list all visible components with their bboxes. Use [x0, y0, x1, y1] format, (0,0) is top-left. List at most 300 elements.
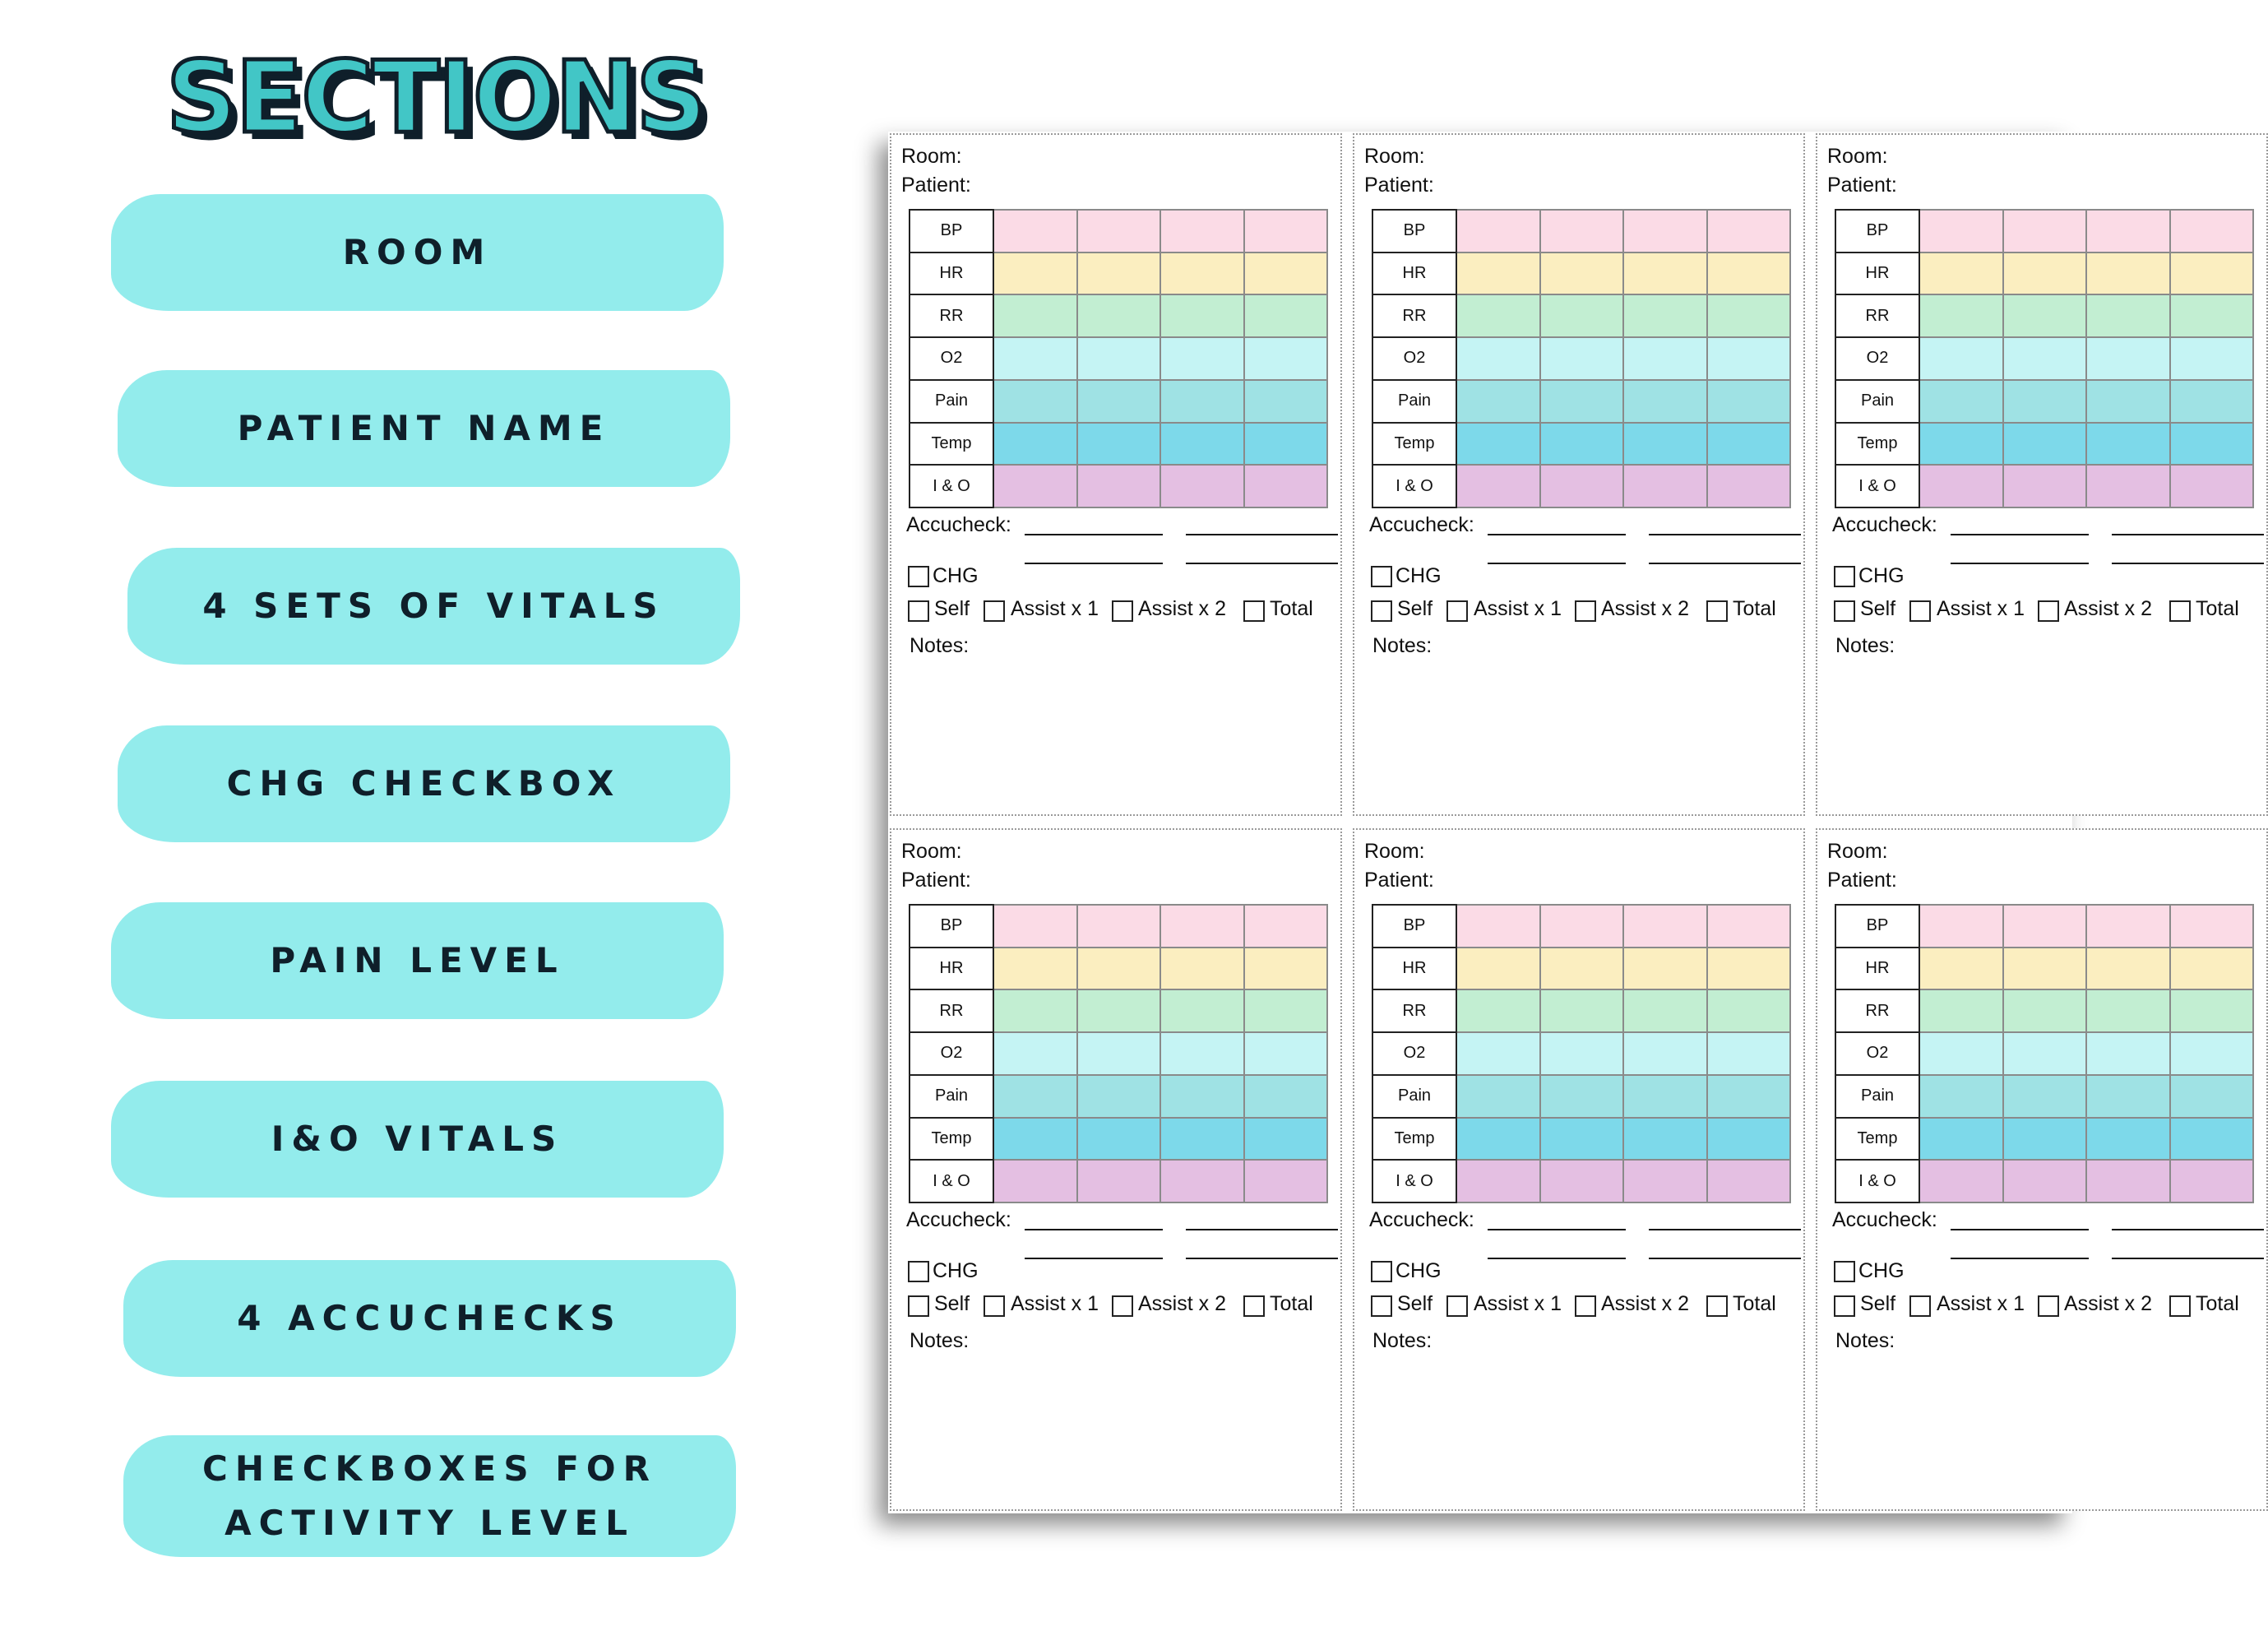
accucheck-line-1 [1488, 1229, 1626, 1230]
vital-entry-cell[interactable] [1707, 337, 1791, 380]
patient-label: Patient: [901, 174, 971, 197]
activity-total-checkbox[interactable] [1706, 600, 1728, 622]
vital-entry-cell[interactable] [1456, 337, 1540, 380]
vital-entry-cell[interactable] [1160, 948, 1244, 990]
vital-entry-cell[interactable] [1456, 465, 1540, 507]
vital-entry-cell[interactable] [1077, 1118, 1161, 1161]
chg-checkbox[interactable] [908, 1261, 929, 1282]
patient-label: Patient: [1364, 174, 1434, 197]
vital-entry-cell[interactable] [2086, 337, 2170, 380]
vital-entry-cell[interactable] [993, 465, 1077, 507]
vital-label: I & O [1372, 1160, 1456, 1202]
activity-assist2-label: Assist x 2 [1601, 1292, 1689, 1315]
chg-checkbox[interactable] [1834, 1261, 1855, 1282]
vitals-row [1372, 948, 1790, 990]
vital-entry-cell[interactable] [2170, 1032, 2254, 1075]
vital-entry-cell[interactable] [1077, 948, 1161, 990]
vital-entry-cell[interactable] [1623, 989, 1707, 1032]
accucheck-line-4 [1186, 1258, 1338, 1259]
vital-entry-cell[interactable] [1160, 465, 1244, 507]
vital-entry-cell[interactable] [2003, 948, 2087, 990]
vital-entry-cell[interactable] [2003, 337, 2087, 380]
vital-entry-cell[interactable] [1244, 948, 1328, 990]
vitals-row [1835, 380, 2253, 423]
activity-assist1-checkbox[interactable] [1446, 600, 1468, 622]
section-patient-name-label: PATIENT NAME [237, 408, 611, 448]
accucheck-label: Accucheck: [1369, 513, 1474, 536]
vital-entry-cell[interactable] [1707, 1118, 1791, 1161]
vital-entry-cell[interactable] [1919, 337, 2003, 380]
section-chg-checkbox-label: CHG CHECKBOX [226, 763, 622, 804]
vital-label: I & O [1835, 465, 1919, 507]
vital-entry-cell[interactable] [2086, 465, 2170, 507]
vital-label: HR [910, 253, 993, 295]
vital-entry-cell[interactable] [1623, 423, 1707, 466]
vital-entry-cell[interactable] [1540, 905, 1624, 948]
activity-assist2-checkbox[interactable] [2038, 1295, 2059, 1317]
vital-entry-cell[interactable] [1160, 210, 1244, 253]
vital-entry-cell[interactable] [1244, 1032, 1328, 1075]
vital-entry-cell[interactable] [1540, 380, 1624, 423]
vital-entry-cell[interactable] [2086, 905, 2170, 948]
vital-entry-cell[interactable] [2086, 1032, 2170, 1075]
activity-assist2-label: Assist x 2 [1138, 1292, 1226, 1315]
vitals-row [1372, 1032, 1790, 1075]
vital-entry-cell[interactable] [1919, 294, 2003, 337]
vital-entry-cell[interactable] [1244, 989, 1328, 1032]
vital-entry-cell[interactable] [1077, 989, 1161, 1032]
vital-entry-cell[interactable] [1077, 337, 1161, 380]
accucheck-line-1 [1025, 1229, 1163, 1230]
activity-assist1-checkbox[interactable] [984, 600, 1005, 622]
vital-entry-cell[interactable] [2170, 210, 2254, 253]
vital-entry-cell[interactable] [1077, 423, 1161, 466]
vitals-row [910, 905, 1327, 948]
room-label: Room: [1827, 840, 1888, 863]
vital-entry-cell[interactable] [1623, 337, 1707, 380]
vital-entry-cell[interactable] [1456, 1075, 1540, 1118]
chg-checkbox[interactable] [1371, 1261, 1392, 1282]
activity-assist2-checkbox[interactable] [1112, 600, 1133, 622]
patient-card [1353, 828, 1805, 1511]
vital-entry-cell[interactable] [2170, 989, 2254, 1032]
vital-entry-cell[interactable] [2003, 253, 2087, 295]
vital-entry-cell[interactable] [1160, 905, 1244, 948]
vital-entry-cell[interactable] [993, 337, 1077, 380]
vital-entry-cell[interactable] [1160, 423, 1244, 466]
activity-assist2-checkbox[interactable] [1575, 1295, 1596, 1317]
patient-card [890, 133, 1342, 816]
vital-entry-cell[interactable] [1707, 380, 1791, 423]
chg-label: CHG [933, 564, 979, 587]
accucheck-label: Accucheck: [1832, 513, 1937, 536]
vitals-row [1835, 294, 2253, 337]
activity-assist2-checkbox[interactable] [1575, 600, 1596, 622]
activity-total-label: Total [2196, 1292, 2239, 1315]
vital-entry-cell[interactable] [1623, 1160, 1707, 1202]
vital-entry-cell[interactable] [1707, 465, 1791, 507]
vital-entry-cell[interactable] [1456, 1032, 1540, 1075]
vital-entry-cell[interactable] [1456, 380, 1540, 423]
vital-entry-cell[interactable] [2003, 1118, 2087, 1161]
worksheet-preview [888, 132, 2239, 1513]
vital-entry-cell[interactable] [2003, 1160, 2087, 1202]
activity-total-label: Total [1733, 597, 1776, 620]
activity-self-checkbox[interactable] [1834, 600, 1855, 622]
vital-entry-cell[interactable] [2086, 1160, 2170, 1202]
vital-entry-cell[interactable] [2086, 948, 2170, 990]
vital-entry-cell[interactable] [1707, 253, 1791, 295]
vital-label: Pain [910, 380, 993, 423]
vital-entry-cell[interactable] [1160, 380, 1244, 423]
section-vitals-label: 4 SETS OF VITALS [202, 586, 665, 626]
accucheck-line-2 [1186, 534, 1338, 535]
activity-total-checkbox[interactable] [2169, 1295, 2191, 1317]
vital-entry-cell[interactable] [1244, 294, 1328, 337]
vital-label: Temp [1372, 423, 1456, 466]
chg-label: CHG [1396, 564, 1442, 587]
vital-entry-cell[interactable] [1707, 948, 1791, 990]
vital-label: I & O [910, 1160, 993, 1202]
vital-entry-cell[interactable] [2003, 465, 2087, 507]
vital-entry-cell[interactable] [1456, 210, 1540, 253]
activity-self-label: Self [934, 1292, 970, 1315]
vital-entry-cell[interactable] [1456, 253, 1540, 295]
chg-label: CHG [1396, 1259, 1442, 1282]
vital-entry-cell[interactable] [1160, 294, 1244, 337]
chg-checkbox[interactable] [908, 566, 929, 587]
vital-entry-cell[interactable] [1244, 253, 1328, 295]
vital-entry-cell[interactable] [1919, 253, 2003, 295]
vital-entry-cell[interactable] [1077, 1032, 1161, 1075]
vital-entry-cell[interactable] [1244, 1160, 1328, 1202]
patient-label: Patient: [1364, 869, 1434, 892]
vital-entry-cell[interactable] [993, 210, 1077, 253]
vital-entry-cell[interactable] [2003, 210, 2087, 253]
vital-entry-cell[interactable] [1077, 1160, 1161, 1202]
accucheck-line-2 [1186, 1229, 1338, 1230]
room-label: Room: [901, 840, 962, 863]
vital-entry-cell[interactable] [1077, 253, 1161, 295]
vital-entry-cell[interactable] [1623, 210, 1707, 253]
vital-entry-cell[interactable] [1919, 905, 2003, 948]
vital-entry-cell[interactable] [1540, 423, 1624, 466]
vital-entry-cell[interactable] [1623, 905, 1707, 948]
vital-entry-cell[interactable] [1244, 380, 1328, 423]
vital-entry-cell[interactable] [993, 948, 1077, 990]
vital-entry-cell[interactable] [993, 423, 1077, 466]
activity-assist1-checkbox[interactable] [1909, 600, 1931, 622]
activity-self-checkbox[interactable] [908, 1295, 929, 1317]
vital-entry-cell[interactable] [993, 294, 1077, 337]
vital-entry-cell[interactable] [1919, 1118, 2003, 1161]
vital-entry-cell[interactable] [1623, 1118, 1707, 1161]
vital-label: Temp [910, 423, 993, 466]
vital-entry-cell[interactable] [1160, 989, 1244, 1032]
vital-entry-cell[interactable] [1540, 1160, 1624, 1202]
vital-entry-cell[interactable] [1244, 1118, 1328, 1161]
vital-entry-cell[interactable] [1623, 465, 1707, 507]
vital-entry-cell[interactable] [2086, 253, 2170, 295]
activity-total-checkbox[interactable] [2169, 600, 2191, 622]
vital-label: BP [910, 905, 993, 948]
vital-entry-cell[interactable] [1623, 380, 1707, 423]
vital-entry-cell[interactable] [2170, 380, 2254, 423]
room-label: Room: [1364, 840, 1425, 863]
activity-self-checkbox[interactable] [1371, 1295, 1392, 1317]
vital-entry-cell[interactable] [1919, 380, 2003, 423]
vitals-row [1835, 253, 2253, 295]
vital-entry-cell[interactable] [2003, 1075, 2087, 1118]
vitals-table [1835, 209, 2254, 508]
activity-total-checkbox[interactable] [1243, 1295, 1265, 1317]
vital-label: Pain [1835, 1075, 1919, 1118]
vital-entry-cell[interactable] [1456, 423, 1540, 466]
vital-entry-cell[interactable] [2086, 1118, 2170, 1161]
activity-total-checkbox[interactable] [1706, 1295, 1728, 1317]
section-activity-checkboxes-label: CHECKBOXES FOR ACTIVITY LEVEL [202, 1448, 657, 1543]
room-label: Room: [1364, 145, 1425, 168]
accucheck-line-1 [1951, 534, 2089, 535]
vital-label: O2 [910, 337, 993, 380]
activity-assist1-label: Assist x 1 [1937, 1292, 2025, 1315]
vital-entry-cell[interactable] [1540, 948, 1624, 990]
vitals-row [910, 1118, 1327, 1161]
activity-assist1-label: Assist x 1 [1011, 597, 1099, 620]
vital-entry-cell[interactable] [1160, 1032, 1244, 1075]
vital-entry-cell[interactable] [2003, 294, 2087, 337]
vital-entry-cell[interactable] [1244, 905, 1328, 948]
accucheck-line-1 [1488, 534, 1626, 535]
vital-entry-cell[interactable] [993, 253, 1077, 295]
vitals-row [1372, 423, 1790, 466]
accucheck-line-1 [1025, 534, 1163, 535]
vital-entry-cell[interactable] [993, 1160, 1077, 1202]
vital-entry-cell[interactable] [1919, 423, 2003, 466]
vital-entry-cell[interactable] [1919, 210, 2003, 253]
vital-entry-cell[interactable] [1244, 423, 1328, 466]
vital-entry-cell[interactable] [1160, 1160, 1244, 1202]
vital-entry-cell[interactable] [2170, 294, 2254, 337]
vital-entry-cell[interactable] [1456, 294, 1540, 337]
vitals-row [910, 210, 1327, 253]
vital-entry-cell[interactable] [1540, 1032, 1624, 1075]
vitals-row [1835, 989, 2253, 1032]
vital-entry-cell[interactable] [2170, 1075, 2254, 1118]
vital-entry-cell[interactable] [1540, 1075, 1624, 1118]
vital-label: O2 [1835, 337, 1919, 380]
vital-entry-cell[interactable] [2086, 380, 2170, 423]
vital-entry-cell[interactable] [1919, 1160, 2003, 1202]
vital-entry-cell[interactable] [1244, 1075, 1328, 1118]
vital-entry-cell[interactable] [993, 1032, 1077, 1075]
patient-card [1816, 133, 2268, 816]
vital-entry-cell[interactable] [1540, 465, 1624, 507]
accucheck-line-3 [1951, 1258, 2089, 1259]
vital-entry-cell[interactable] [1707, 989, 1791, 1032]
vital-entry-cell[interactable] [1623, 948, 1707, 990]
vital-entry-cell[interactable] [1077, 465, 1161, 507]
vital-entry-cell[interactable] [993, 989, 1077, 1032]
vital-label: HR [1835, 253, 1919, 295]
vital-entry-cell[interactable] [1919, 1032, 2003, 1075]
activity-assist1-checkbox[interactable] [984, 1295, 1005, 1317]
vital-label: Pain [910, 1075, 993, 1118]
accucheck-line-3 [1488, 563, 1626, 564]
vital-entry-cell[interactable] [1456, 948, 1540, 990]
vital-entry-cell[interactable] [1540, 337, 1624, 380]
patient-card [890, 828, 1342, 1511]
vitals-row [1372, 1118, 1790, 1161]
vital-entry-cell[interactable] [1160, 1075, 1244, 1118]
activity-self-label: Self [1397, 1292, 1433, 1315]
accucheck-label: Accucheck: [906, 513, 1011, 536]
vital-entry-cell[interactable] [1077, 905, 1161, 948]
vital-entry-cell[interactable] [1456, 989, 1540, 1032]
vital-entry-cell[interactable] [2086, 1075, 2170, 1118]
vital-entry-cell[interactable] [993, 1118, 1077, 1161]
vital-label: HR [1372, 948, 1456, 990]
vital-label: Temp [1835, 1118, 1919, 1161]
vital-entry-cell[interactable] [2086, 294, 2170, 337]
vital-entry-cell[interactable] [1160, 1118, 1244, 1161]
vital-entry-cell[interactable] [1077, 380, 1161, 423]
vitals-row [1835, 1075, 2253, 1118]
vital-entry-cell[interactable] [1707, 905, 1791, 948]
vital-entry-cell[interactable] [1919, 948, 2003, 990]
vitals-row [910, 948, 1327, 990]
accucheck-line-4 [2112, 563, 2264, 564]
vitals-row [910, 253, 1327, 295]
vital-entry-cell[interactable] [2003, 423, 2087, 466]
vital-entry-cell[interactable] [2170, 423, 2254, 466]
vital-entry-cell[interactable] [1623, 253, 1707, 295]
vital-entry-cell[interactable] [993, 905, 1077, 948]
vitals-row [1835, 1118, 2253, 1161]
vital-entry-cell[interactable] [2003, 1032, 2087, 1075]
vital-entry-cell[interactable] [2170, 1118, 2254, 1161]
vital-entry-cell[interactable] [2086, 989, 2170, 1032]
vital-entry-cell[interactable] [1160, 253, 1244, 295]
accucheck-line-1 [1951, 1229, 2089, 1230]
vital-entry-cell[interactable] [1540, 1118, 1624, 1161]
vitals-row [1835, 210, 2253, 253]
accucheck-line-3 [1951, 563, 2089, 564]
section-chg-checkbox [118, 725, 730, 842]
activity-self-label: Self [934, 597, 970, 620]
vitals-row [910, 294, 1327, 337]
vital-entry-cell[interactable] [2170, 253, 2254, 295]
accucheck-line-2 [2112, 534, 2264, 535]
vital-entry-cell[interactable] [1707, 294, 1791, 337]
vital-entry-cell[interactable] [1077, 1075, 1161, 1118]
vital-entry-cell[interactable] [1707, 1160, 1791, 1202]
activity-self-checkbox[interactable] [1834, 1295, 1855, 1317]
vitals-row [1372, 465, 1790, 507]
vital-entry-cell[interactable] [1160, 337, 1244, 380]
section-accuchecks-label: 4 ACCUCHECKS [237, 1298, 623, 1338]
section-pain-level [111, 902, 724, 1019]
vital-entry-cell[interactable] [1707, 210, 1791, 253]
vital-entry-cell[interactable] [1919, 1075, 2003, 1118]
vital-entry-cell[interactable] [1540, 294, 1624, 337]
vital-entry-cell[interactable] [1540, 253, 1624, 295]
vital-entry-cell[interactable] [1077, 210, 1161, 253]
activity-assist2-checkbox[interactable] [1112, 1295, 1133, 1317]
vitals-row [1372, 253, 1790, 295]
vitals-row [1372, 1075, 1790, 1118]
vital-entry-cell[interactable] [1077, 294, 1161, 337]
activity-assist1-checkbox[interactable] [1909, 1295, 1931, 1317]
notes-label: Notes: [1372, 634, 1433, 657]
vital-entry-cell[interactable] [1244, 337, 1328, 380]
accucheck-label: Accucheck: [906, 1208, 1011, 1231]
vital-entry-cell[interactable] [2170, 905, 2254, 948]
accucheck-label: Accucheck: [1832, 1208, 1937, 1231]
vital-entry-cell[interactable] [2086, 423, 2170, 466]
vital-entry-cell[interactable] [1707, 1075, 1791, 1118]
vital-entry-cell[interactable] [1244, 210, 1328, 253]
vital-entry-cell[interactable] [2170, 1160, 2254, 1202]
vital-entry-cell[interactable] [2003, 989, 2087, 1032]
vitals-row [910, 989, 1327, 1032]
accucheck-line-4 [2112, 1258, 2264, 1259]
accucheck-line-2 [1649, 1229, 1801, 1230]
room-label: Room: [1827, 145, 1888, 168]
vital-entry-cell[interactable] [2086, 210, 2170, 253]
activity-self-checkbox[interactable] [1371, 600, 1392, 622]
activity-assist1-checkbox[interactable] [1446, 1295, 1468, 1317]
vital-entry-cell[interactable] [1919, 465, 2003, 507]
chg-checkbox[interactable] [1834, 566, 1855, 587]
vital-entry-cell[interactable] [1623, 1075, 1707, 1118]
vital-entry-cell[interactable] [1707, 423, 1791, 466]
vital-entry-cell[interactable] [993, 1075, 1077, 1118]
vital-entry-cell[interactable] [2170, 337, 2254, 380]
vital-entry-cell[interactable] [993, 380, 1077, 423]
vital-entry-cell[interactable] [2003, 380, 2087, 423]
activity-assist2-checkbox[interactable] [2038, 600, 2059, 622]
vital-entry-cell[interactable] [1540, 210, 1624, 253]
vital-entry-cell[interactable] [1456, 905, 1540, 948]
vitals-row [1835, 423, 2253, 466]
section-patient-name [118, 370, 730, 487]
vital-entry-cell[interactable] [2170, 948, 2254, 990]
vital-entry-cell[interactable] [1919, 989, 2003, 1032]
vital-entry-cell[interactable] [1456, 1118, 1540, 1161]
activity-assist1-label: Assist x 1 [1474, 1292, 1562, 1315]
vital-label: Pain [1372, 1075, 1456, 1118]
activity-total-label: Total [1270, 597, 1313, 620]
vital-entry-cell[interactable] [1244, 465, 1328, 507]
chg-label: CHG [1858, 564, 1905, 587]
vital-entry-cell[interactable] [1707, 1032, 1791, 1075]
vital-label: HR [1835, 948, 1919, 990]
activity-assist2-label: Assist x 2 [2064, 1292, 2152, 1315]
vital-entry-cell[interactable] [2170, 465, 2254, 507]
vital-entry-cell[interactable] [2003, 905, 2087, 948]
vital-entry-cell[interactable] [1623, 294, 1707, 337]
activity-total-checkbox[interactable] [1243, 600, 1265, 622]
vital-entry-cell[interactable] [1623, 1032, 1707, 1075]
vital-entry-cell[interactable] [1456, 1160, 1540, 1202]
vital-entry-cell[interactable] [1540, 989, 1624, 1032]
chg-checkbox[interactable] [1371, 566, 1392, 587]
activity-self-checkbox[interactable] [908, 600, 929, 622]
activity-assist1-label: Assist x 1 [1937, 597, 2025, 620]
room-label: Room: [901, 145, 962, 168]
vitals-row [1372, 989, 1790, 1032]
